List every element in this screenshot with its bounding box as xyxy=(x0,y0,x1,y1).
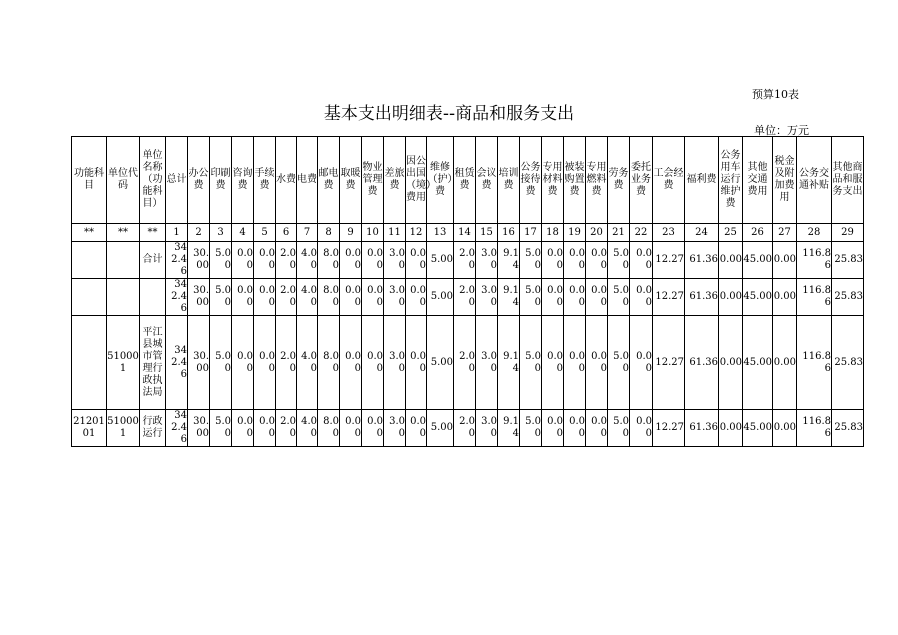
table-cell xyxy=(72,316,107,410)
table-cell: 手续费 xyxy=(254,137,276,224)
table-cell: 5.00 xyxy=(210,279,232,316)
table-cell: 26 xyxy=(743,224,773,242)
table-cell: 0.00 xyxy=(340,410,362,447)
table-cell: 45.00 xyxy=(743,242,773,279)
table-cell: 其他商品和服务支出 xyxy=(832,137,864,224)
table-cell: 功能科目 xyxy=(72,137,107,224)
table-cell: 8.00 xyxy=(318,410,340,447)
table-cell: 1 xyxy=(166,224,188,242)
form-number: 预算10表 xyxy=(752,88,799,101)
table-cell: 5.00 xyxy=(210,316,232,410)
table-cell: 12.27 xyxy=(653,316,685,410)
table-cell: 5.00 xyxy=(608,316,630,410)
unit-label: 单位：万元 xyxy=(754,124,809,137)
table-cell: 9.14 xyxy=(498,316,520,410)
expenditure-table xyxy=(71,136,864,447)
table-cell: 0.00 xyxy=(586,410,608,447)
page-title: 基本支出明细表--商品和服务支出 xyxy=(323,104,575,124)
table-cell: 23 xyxy=(653,224,685,242)
table-cell: 25.83 xyxy=(832,410,864,447)
table-cell: 12.27 xyxy=(653,410,685,447)
table-cell: 平江县城市管理行政执法局 xyxy=(140,316,166,410)
table-cell: 3.00 xyxy=(384,242,406,279)
table-cell: 4 xyxy=(232,224,254,242)
table-cell: 0.00 xyxy=(564,316,586,410)
table-cell: 0.00 xyxy=(232,279,254,316)
table-cell: 咨询费 xyxy=(232,137,254,224)
table-cell: 5.00 xyxy=(427,410,454,447)
table-cell: 公务接待费 xyxy=(520,137,542,224)
table-cell: 5.00 xyxy=(608,410,630,447)
table-cell: 办公费 xyxy=(188,137,210,224)
table-cell: 0.00 xyxy=(362,410,384,447)
table-cell: 单位名称（功能科目） xyxy=(140,137,166,224)
table-cell: 5.00 xyxy=(608,279,630,316)
table-cell: 61.36 xyxy=(685,316,719,410)
table-cell: 印刷费 xyxy=(210,137,232,224)
table-cell: 116.86 xyxy=(797,410,832,447)
table-cell: 28 xyxy=(797,224,832,242)
table-cell: 0.00 xyxy=(586,316,608,410)
table-cell: 0.00 xyxy=(719,279,743,316)
table-cell: 水费 xyxy=(276,137,297,224)
table-cell: 公务用车运行维护费 xyxy=(719,137,743,224)
table-cell: 4.00 xyxy=(297,279,318,316)
table-cell: 0.00 xyxy=(406,410,427,447)
table-cell: ** xyxy=(140,224,166,242)
table-cell: 45.00 xyxy=(743,410,773,447)
table-cell: 0.00 xyxy=(542,279,564,316)
table-cell: 0.00 xyxy=(586,242,608,279)
table-cell: 电费 xyxy=(297,137,318,224)
table-cell: 0.00 xyxy=(362,279,384,316)
table-cell xyxy=(107,279,140,316)
table-cell: 工会经费 xyxy=(653,137,685,224)
table-cell: 差旅费 xyxy=(384,137,406,224)
table-cell: 邮电费 xyxy=(318,137,340,224)
table-cell: 因公出国（境）费用 xyxy=(406,137,427,224)
table-cell: 30.00 xyxy=(188,410,210,447)
table-cell: 21 xyxy=(608,224,630,242)
table-cell: 25 xyxy=(719,224,743,242)
table-cell: 委托业务费 xyxy=(630,137,653,224)
table-cell: 0.00 xyxy=(542,316,564,410)
table-header-row xyxy=(72,137,864,224)
table-cell: 3.00 xyxy=(476,410,498,447)
table-cell: 0.00 xyxy=(773,410,797,447)
table-cell: 0.00 xyxy=(630,242,653,279)
table-cell: 7 xyxy=(297,224,318,242)
table-cell: 0.00 xyxy=(773,316,797,410)
table-cell: 61.36 xyxy=(685,410,719,447)
table-cell: 行政运行 xyxy=(140,410,166,447)
table-cell: 0.00 xyxy=(630,410,653,447)
table-cell: 116.86 xyxy=(797,316,832,410)
table-cell: 0.00 xyxy=(254,316,276,410)
table-index-row xyxy=(72,224,864,242)
table-cell: 0.00 xyxy=(564,279,586,316)
table-cell: 会议费 xyxy=(476,137,498,224)
table-cell: 116.86 xyxy=(797,242,832,279)
table-cell: 5.00 xyxy=(210,410,232,447)
table-cell: 0.00 xyxy=(232,316,254,410)
table-cell: 0.00 xyxy=(630,316,653,410)
table-cell: 20 xyxy=(586,224,608,242)
table-cell xyxy=(107,242,140,279)
table-cell: 18 xyxy=(542,224,564,242)
table-cell: 培训费 xyxy=(498,137,520,224)
table-cell: 0.00 xyxy=(406,279,427,316)
table-cell: 342.46 xyxy=(166,316,188,410)
table-cell: 12.27 xyxy=(653,242,685,279)
table-cell: 25.83 xyxy=(832,242,864,279)
table-cell: 5.00 xyxy=(520,279,542,316)
table-cell xyxy=(72,242,107,279)
table-cell: 2.00 xyxy=(276,279,297,316)
table-cell: 5.00 xyxy=(427,242,454,279)
table-cell: 2.00 xyxy=(454,279,476,316)
table-cell: 12.27 xyxy=(653,279,685,316)
table-cell: 4.00 xyxy=(297,242,318,279)
table-cell: 物业管理费 xyxy=(362,137,384,224)
table-cell: 福利费 xyxy=(685,137,719,224)
table-cell: 5.00 xyxy=(520,410,542,447)
table-cell: 2120101 xyxy=(72,410,107,447)
table-cell: 30.00 xyxy=(188,316,210,410)
table-cell: 5 xyxy=(254,224,276,242)
table-cell: 3.00 xyxy=(476,242,498,279)
table-cell: 总计 xyxy=(166,137,188,224)
table-cell: 342.46 xyxy=(166,410,188,447)
table-cell: 5.00 xyxy=(520,316,542,410)
table-cell: 342.46 xyxy=(166,242,188,279)
table-cell: 4.00 xyxy=(297,410,318,447)
table-cell: 61.36 xyxy=(685,242,719,279)
table-cell: 0.00 xyxy=(254,279,276,316)
table-cell: 取暖费 xyxy=(340,137,362,224)
table-cell: 0.00 xyxy=(406,242,427,279)
table-cell: 5.00 xyxy=(210,242,232,279)
table-cell: 2.00 xyxy=(454,316,476,410)
table-cell: 25.83 xyxy=(832,316,864,410)
table-cell xyxy=(140,279,166,316)
table-cell: 14 xyxy=(454,224,476,242)
table-cell: 公务交通补贴 xyxy=(797,137,832,224)
table-cell: 116.86 xyxy=(797,279,832,316)
table-cell: 3 xyxy=(210,224,232,242)
table-cell: 0.00 xyxy=(232,410,254,447)
table-cell: 0.00 xyxy=(719,410,743,447)
table-cell: 15 xyxy=(476,224,498,242)
table-cell: ** xyxy=(107,224,140,242)
table-cell: 3.00 xyxy=(384,279,406,316)
table-cell: 16 xyxy=(498,224,520,242)
table-cell: 劳务费 xyxy=(608,137,630,224)
table-cell: 0.00 xyxy=(362,316,384,410)
table-cell: 6 xyxy=(276,224,297,242)
table-cell: 19 xyxy=(564,224,586,242)
table-cell: 合计 xyxy=(140,242,166,279)
table-cell: 0.00 xyxy=(719,242,743,279)
table-cell: 0.00 xyxy=(773,242,797,279)
table-cell: 3.00 xyxy=(476,316,498,410)
table-cell: 0.00 xyxy=(254,410,276,447)
table-cell: 22 xyxy=(630,224,653,242)
table-cell: 维修（护）费 xyxy=(427,137,454,224)
table-cell: 0.00 xyxy=(340,316,362,410)
table-cell: 3.00 xyxy=(384,316,406,410)
table-cell: 0.00 xyxy=(542,410,564,447)
table-cell: 17 xyxy=(520,224,542,242)
table-cell: 30.00 xyxy=(188,279,210,316)
table-cell: 342.46 xyxy=(166,279,188,316)
table-cell: 9.14 xyxy=(498,242,520,279)
table-cell: 13 xyxy=(427,224,454,242)
table-cell: 510001 xyxy=(107,410,140,447)
table-cell: 24 xyxy=(685,224,719,242)
table-cell: 0.00 xyxy=(340,242,362,279)
table-cell: 25.83 xyxy=(832,279,864,316)
table-cell: 被装购置费 xyxy=(564,137,586,224)
table-cell: 单位代码 xyxy=(107,137,140,224)
table-row xyxy=(72,279,864,316)
table-cell: 专用材料费 xyxy=(542,137,564,224)
table-cell: 5.00 xyxy=(520,242,542,279)
table-cell: 8 xyxy=(318,224,340,242)
table-cell: 专用燃料费 xyxy=(586,137,608,224)
table-cell: 9 xyxy=(340,224,362,242)
table-cell: 5.00 xyxy=(608,242,630,279)
table-cell: 45.00 xyxy=(743,279,773,316)
table-cell: 0.00 xyxy=(564,242,586,279)
table-cell: 5.00 xyxy=(427,316,454,410)
table-cell: 8.00 xyxy=(318,242,340,279)
table-cell: 0.00 xyxy=(719,316,743,410)
table-cell: 9.14 xyxy=(498,410,520,447)
table-cell: 45.00 xyxy=(743,316,773,410)
table-cell: 8.00 xyxy=(318,316,340,410)
table-cell: 0.00 xyxy=(254,242,276,279)
table-cell: 12 xyxy=(406,224,427,242)
table-cell: 10 xyxy=(362,224,384,242)
table-cell: 0.00 xyxy=(586,279,608,316)
table-cell: 2.00 xyxy=(454,410,476,447)
table-cell: 5.00 xyxy=(427,279,454,316)
table-cell: 0.00 xyxy=(362,242,384,279)
table-row xyxy=(72,410,864,447)
table-cell: 0.00 xyxy=(232,242,254,279)
table-cell: 30.00 xyxy=(188,242,210,279)
table-cell: 3.00 xyxy=(476,279,498,316)
table-cell: 510001 xyxy=(107,316,140,410)
table-cell: 0.00 xyxy=(630,279,653,316)
table-cell xyxy=(72,279,107,316)
table-cell: 租赁费 xyxy=(454,137,476,224)
table-cell: 0.00 xyxy=(542,242,564,279)
table-cell: 0.00 xyxy=(340,279,362,316)
table-cell: 27 xyxy=(773,224,797,242)
table-cell: 2.00 xyxy=(276,242,297,279)
table-cell: 9.14 xyxy=(498,279,520,316)
table-cell: 2.00 xyxy=(276,410,297,447)
table-cell: 29 xyxy=(832,224,864,242)
table-cell: 4.00 xyxy=(297,316,318,410)
table-row xyxy=(72,316,864,410)
table-cell: 0.00 xyxy=(406,316,427,410)
table-cell: 0.00 xyxy=(564,410,586,447)
table-cell: ** xyxy=(72,224,107,242)
table-cell: 2 xyxy=(188,224,210,242)
table-cell: 3.00 xyxy=(384,410,406,447)
table-cell: 2.00 xyxy=(454,242,476,279)
table-cell: 11 xyxy=(384,224,406,242)
table-cell: 2.00 xyxy=(276,316,297,410)
table-cell: 61.36 xyxy=(685,279,719,316)
table-row xyxy=(72,242,864,279)
table-cell: 8.00 xyxy=(318,279,340,316)
table-cell: 0.00 xyxy=(773,279,797,316)
table-cell: 税金及附加费用 xyxy=(773,137,797,224)
table-cell: 其他交通费用 xyxy=(743,137,773,224)
